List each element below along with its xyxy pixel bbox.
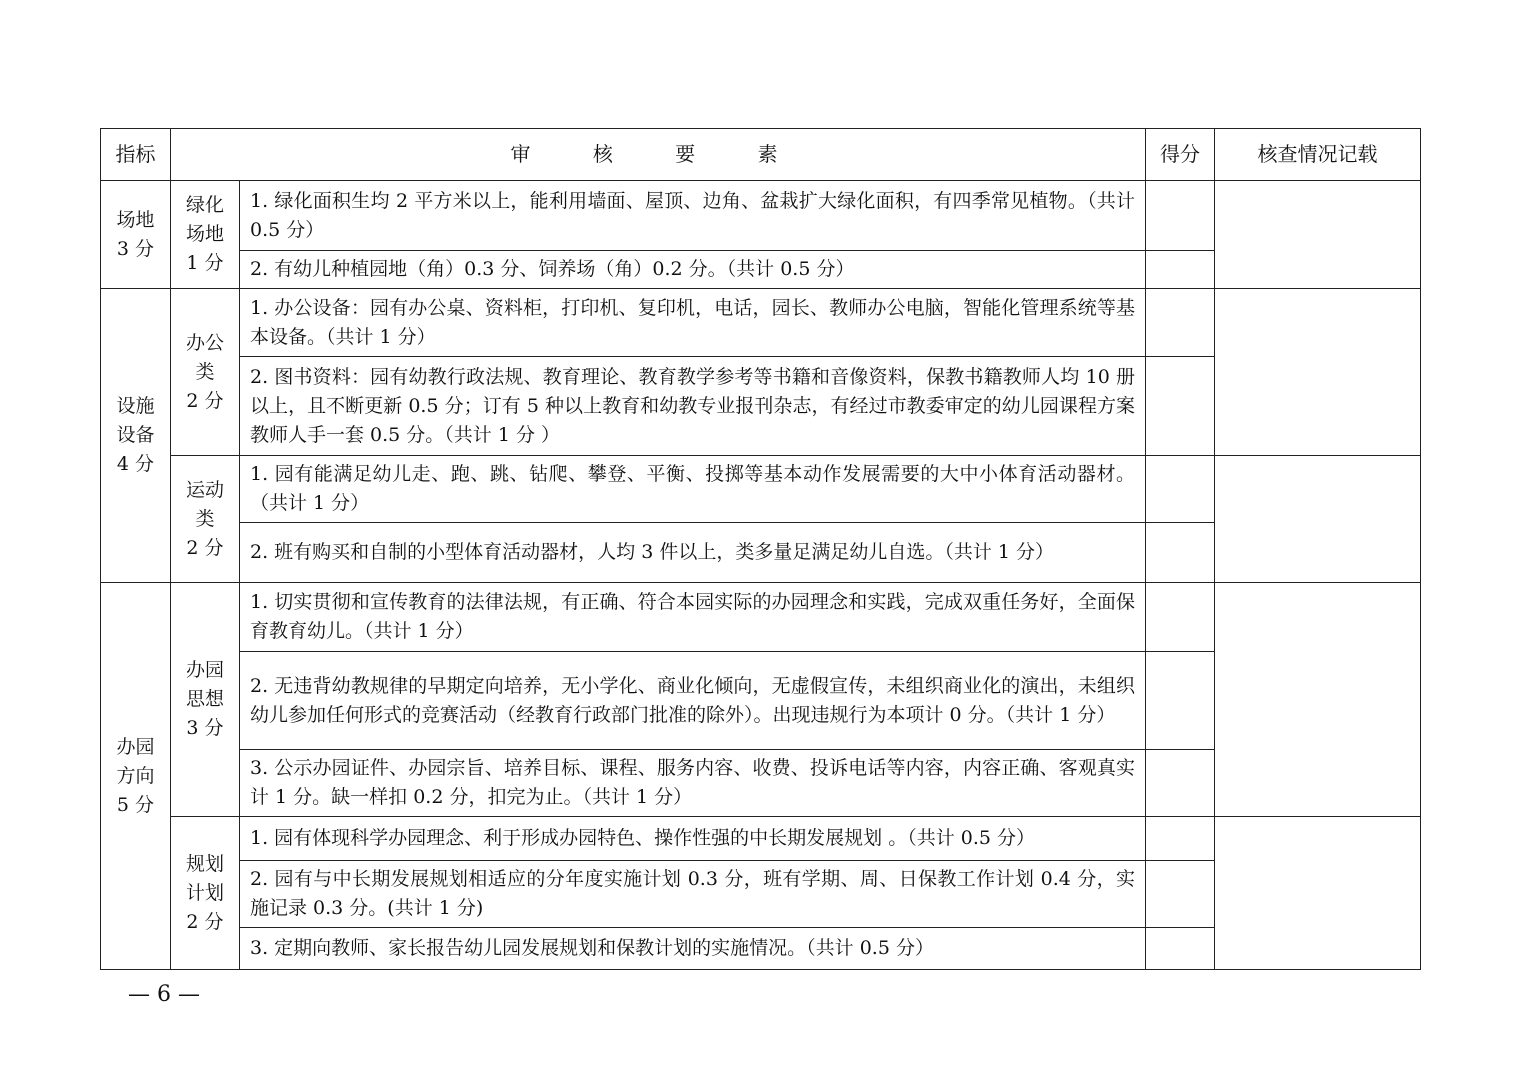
header-indicator: 指标 (101, 129, 171, 181)
header-audit-elements: 审 核 要 素 (171, 129, 1146, 181)
criterion-item: 2. 园有与中长期发展规划相适应的分年度实施计划 0.3 分，班有学期、周、日保教工作计划 0.4 分，实施记录 0.3 分。(共计 1 分) (240, 861, 1146, 928)
category-cell: 场地 3 分 (101, 181, 171, 289)
score-cell[interactable] (1146, 251, 1215, 289)
criterion-item: 1. 绿化面积生均 2 平方米以上，能利用墙面、屋顶、边角、盆栽扩大绿化面积，有四季常见植物。（共计 0.5 分） (240, 181, 1146, 251)
criterion-item: 2. 有幼儿种植园地（角）0.3 分、饲养场（角）0.2 分。（共计 0.5 分） (240, 251, 1146, 289)
criterion-item: 1. 园有体现科学办园理念、利于形成办园特色、操作性强的中长期发展规划 。（共计 0.5 分） (240, 817, 1146, 861)
score-cell[interactable] (1146, 357, 1215, 456)
category-cell: 办园 方向 5 分 (101, 583, 171, 970)
score-cell[interactable] (1146, 817, 1215, 861)
table-row (101, 289, 1421, 357)
header-inspection-record: 核查情况记载 (1215, 129, 1421, 181)
audit-table (100, 128, 1421, 970)
record-cell[interactable] (1215, 289, 1421, 456)
criterion-item: 2. 班有购买和自制的小型体育活动器材，人均 3 件以上，类多量足满足幼儿自选。（共计 1 分） (240, 523, 1146, 583)
criterion-item: 1. 办公设备：园有办公桌、资料柜，打印机、复印机，电话，园长、教师办公电脑，智能化管理系统等基本设备。（共计 1 分） (240, 289, 1146, 357)
score-cell[interactable] (1146, 750, 1215, 817)
score-cell[interactable] (1146, 523, 1215, 583)
score-cell[interactable] (1146, 289, 1215, 357)
table-row (101, 817, 1421, 861)
criterion-item: 2. 图书资料：园有幼教行政法规、教育理论、教育教学参考等书籍和音像资料，保教书籍教师人均 10 册以上，且不断更新 0.5 分；订有 5 种以上教育和幼教专业报刊杂志，有经过市教委审定的幼儿园课程方案教师人手一套 0.5 分。（共计 1 分 ） (240, 357, 1146, 456)
score-cell[interactable] (1146, 652, 1215, 750)
criterion-item: 3. 公示办园证件、办园宗旨、培养目标、课程、服务内容、收费、投诉电话等内容，内容正确、客观真实计 1 分。缺一样扣 0.2 分，扣完为止。（共计 1 分） (240, 750, 1146, 817)
subcategory-cell: 办园 思想 3 分 (171, 583, 240, 817)
subcategory-cell: 运动 类 2 分 (171, 456, 240, 583)
score-cell[interactable] (1146, 583, 1215, 652)
subcategory-cell: 绿化 场地 1 分 (171, 181, 240, 289)
subcategory-cell: 规划 计划 2 分 (171, 817, 240, 970)
table-row (101, 583, 1421, 652)
table-row (101, 181, 1421, 251)
record-cell[interactable] (1215, 817, 1421, 970)
record-cell[interactable] (1215, 181, 1421, 289)
criterion-item: 2. 无违背幼教规律的早期定向培养，无小学化、商业化倾向，无虚假宣传，未组织商业化的演出，未组织幼儿参加任何形式的竞赛活动（经教育行政部门批准的除外）。出现违规行为本项计 0 分。（共计 1 分） (240, 652, 1146, 750)
score-cell[interactable] (1146, 181, 1215, 251)
header-score: 得分 (1146, 129, 1215, 181)
criterion-item: 3. 定期向教师、家长报告幼儿园发展规划和保教计划的实施情况。（共计 0.5 分） (240, 928, 1146, 970)
page-number: — 6 — (128, 982, 200, 1007)
score-cell[interactable] (1146, 861, 1215, 928)
table-row (101, 456, 1421, 523)
subcategory-cell: 办公 类 2 分 (171, 289, 240, 456)
category-cell: 设施 设备 4 分 (101, 289, 171, 583)
criterion-item: 1. 切实贯彻和宣传教育的法律法规，有正确、符合本园实际的办园理念和实践，完成双重任务好，全面保育教育幼儿。（共计 1 分） (240, 583, 1146, 652)
record-cell[interactable] (1215, 583, 1421, 817)
criterion-item: 1. 园有能满足幼儿走、跑、跳、钻爬、攀登、平衡、投掷等基本动作发展需要的大中小体育活动器材。（共计 1 分） (240, 456, 1146, 523)
score-cell[interactable] (1146, 456, 1215, 523)
table-header-row (101, 129, 1421, 181)
record-cell[interactable] (1215, 456, 1421, 583)
score-cell[interactable] (1146, 928, 1215, 970)
